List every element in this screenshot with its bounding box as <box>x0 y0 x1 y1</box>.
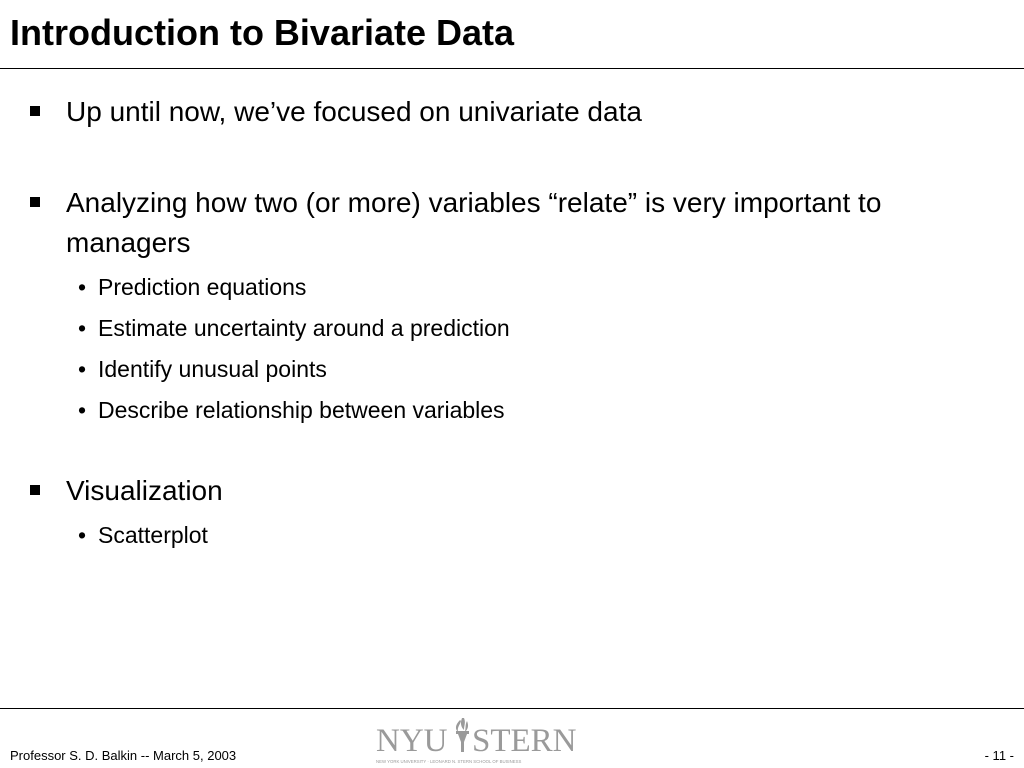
bullet-text: Up until now, we’ve focused on univariate data <box>66 96 642 127</box>
logo-text-left: NYU <box>376 723 448 759</box>
sub-bullet-text: Scatterplot <box>98 522 208 548</box>
dot-bullet-icon: • <box>78 315 87 341</box>
sub-bullet-text: Describe relationship between variables <box>98 397 505 423</box>
bullet-item <box>66 471 926 511</box>
page-number: - 11 - <box>984 748 1014 763</box>
sub-bullet-item <box>78 395 938 425</box>
nyu-stern-logo <box>374 716 586 766</box>
footer-author-date: Professor S. D. Balkin -- March 5, 2003 <box>10 748 237 763</box>
square-bullet-icon <box>30 106 40 116</box>
dot-bullet-icon: • <box>78 356 87 382</box>
logo-text-right: STERN <box>472 723 577 759</box>
title-divider <box>0 68 1024 69</box>
square-bullet-icon <box>30 197 40 207</box>
bullet-item <box>66 183 926 263</box>
bullet-item <box>66 92 926 132</box>
logo-tagline: NEW YORK UNIVERSITY · LEONARD N. STERN SCHOOL OF BUSINESS <box>376 759 522 764</box>
slide-title: Introduction to Bivariate Data <box>10 12 515 53</box>
sub-bullet-text: Identify unusual points <box>98 356 327 382</box>
bullet-text: Analyzing how two (or more) variables “relate” is very important to managers <box>66 187 882 258</box>
sub-bullet-item <box>78 313 938 343</box>
sub-bullet-text: Prediction equations <box>98 274 307 300</box>
sub-bullet-item <box>78 354 938 384</box>
sub-bullet-item <box>78 272 938 302</box>
square-bullet-icon <box>30 485 40 495</box>
torch-icon <box>456 718 469 752</box>
bullet-text: Visualization <box>66 475 223 506</box>
sub-bullet-item <box>78 520 938 550</box>
dot-bullet-icon: • <box>78 397 87 423</box>
footer-divider <box>0 708 1024 709</box>
sub-bullet-text: Estimate uncertainty around a prediction <box>98 315 510 341</box>
dot-bullet-icon: • <box>78 522 87 548</box>
dot-bullet-icon: • <box>78 274 87 300</box>
